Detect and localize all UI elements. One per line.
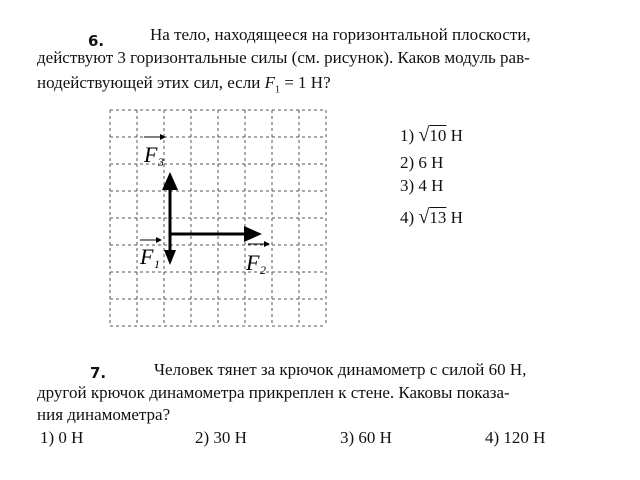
question-7-line-1: Человек тянет за крючок динамометр с силой 60 Н,	[154, 360, 527, 379]
q7-answer-4[interactable]: 4) 120 Н	[485, 428, 546, 447]
q6-answer-1-num: 1)	[400, 126, 415, 145]
question-6-line-3-pre: нодействующей этих сил, если	[37, 73, 265, 92]
q6-answer-4[interactable]	[400, 206, 463, 229]
vector-f2-arrowhead	[244, 226, 262, 242]
question-6-line-1: На тело, находящееся на горизонтальной плоскости,	[150, 25, 531, 44]
label-f2: F	[246, 250, 260, 275]
q6-answer-3-text: 4 Н	[418, 176, 444, 195]
f1-overarrow-head	[156, 237, 162, 243]
question-6-line-3	[37, 72, 331, 101]
q6-answer-1-unit: Н	[450, 126, 463, 145]
grid	[110, 110, 326, 326]
q6-answer-3-num: 3)	[400, 176, 415, 195]
question-7-line-2: другой крючок динамометра прикреплен к стене. Каковы показа-	[37, 383, 510, 402]
question-7-line-3: ния динамометра?	[37, 405, 171, 424]
question-7-number: 7.	[90, 364, 107, 382]
label-f1: F	[140, 244, 154, 269]
question-6-var-sub: 1	[274, 84, 280, 96]
q6-answer-2-num: 2)	[400, 153, 415, 172]
q7-answer-1[interactable]: 1) 0 Н	[40, 428, 84, 447]
question-6-line-2: действуют 3 горизонтальные силы (см. рисунок). Каков модуль рав-	[37, 48, 530, 67]
q7-answer-2[interactable]: 2) 30 Н	[195, 428, 247, 447]
f2-overarrow-head	[264, 241, 270, 247]
vector-f1-arrowhead	[164, 250, 176, 265]
label-f3: F	[144, 142, 158, 167]
label-f2-sub: 2	[260, 263, 266, 277]
label-f3-sub: 3	[158, 155, 164, 169]
q6-answer-1[interactable]	[400, 124, 463, 147]
vector-f3-arrowhead	[162, 172, 178, 190]
q6-answer-2-text: 6 Н	[418, 153, 444, 172]
q6-answer-4-unit: Н	[450, 208, 463, 227]
q6-answer-4-radical: √	[418, 206, 430, 228]
q6-answer-3[interactable]	[400, 176, 443, 196]
question-6-number: 6.	[88, 32, 105, 50]
q6-answer-4-radicand: 13	[429, 208, 447, 227]
question-6-line-3-post: = 1 Н?	[279, 73, 331, 92]
q6-answer-2[interactable]	[400, 153, 443, 173]
question-6-var: F	[264, 73, 275, 92]
f3-overarrow-head	[160, 134, 166, 140]
q6-answer-4-num: 4)	[400, 208, 415, 227]
q6-answer-1-radical: √	[418, 124, 430, 146]
q6-answer-1-radicand: 10	[429, 126, 447, 145]
q7-answer-3[interactable]: 3) 60 Н	[340, 428, 392, 447]
force-diagram	[100, 100, 340, 340]
label-f1-sub: 1	[154, 257, 160, 271]
